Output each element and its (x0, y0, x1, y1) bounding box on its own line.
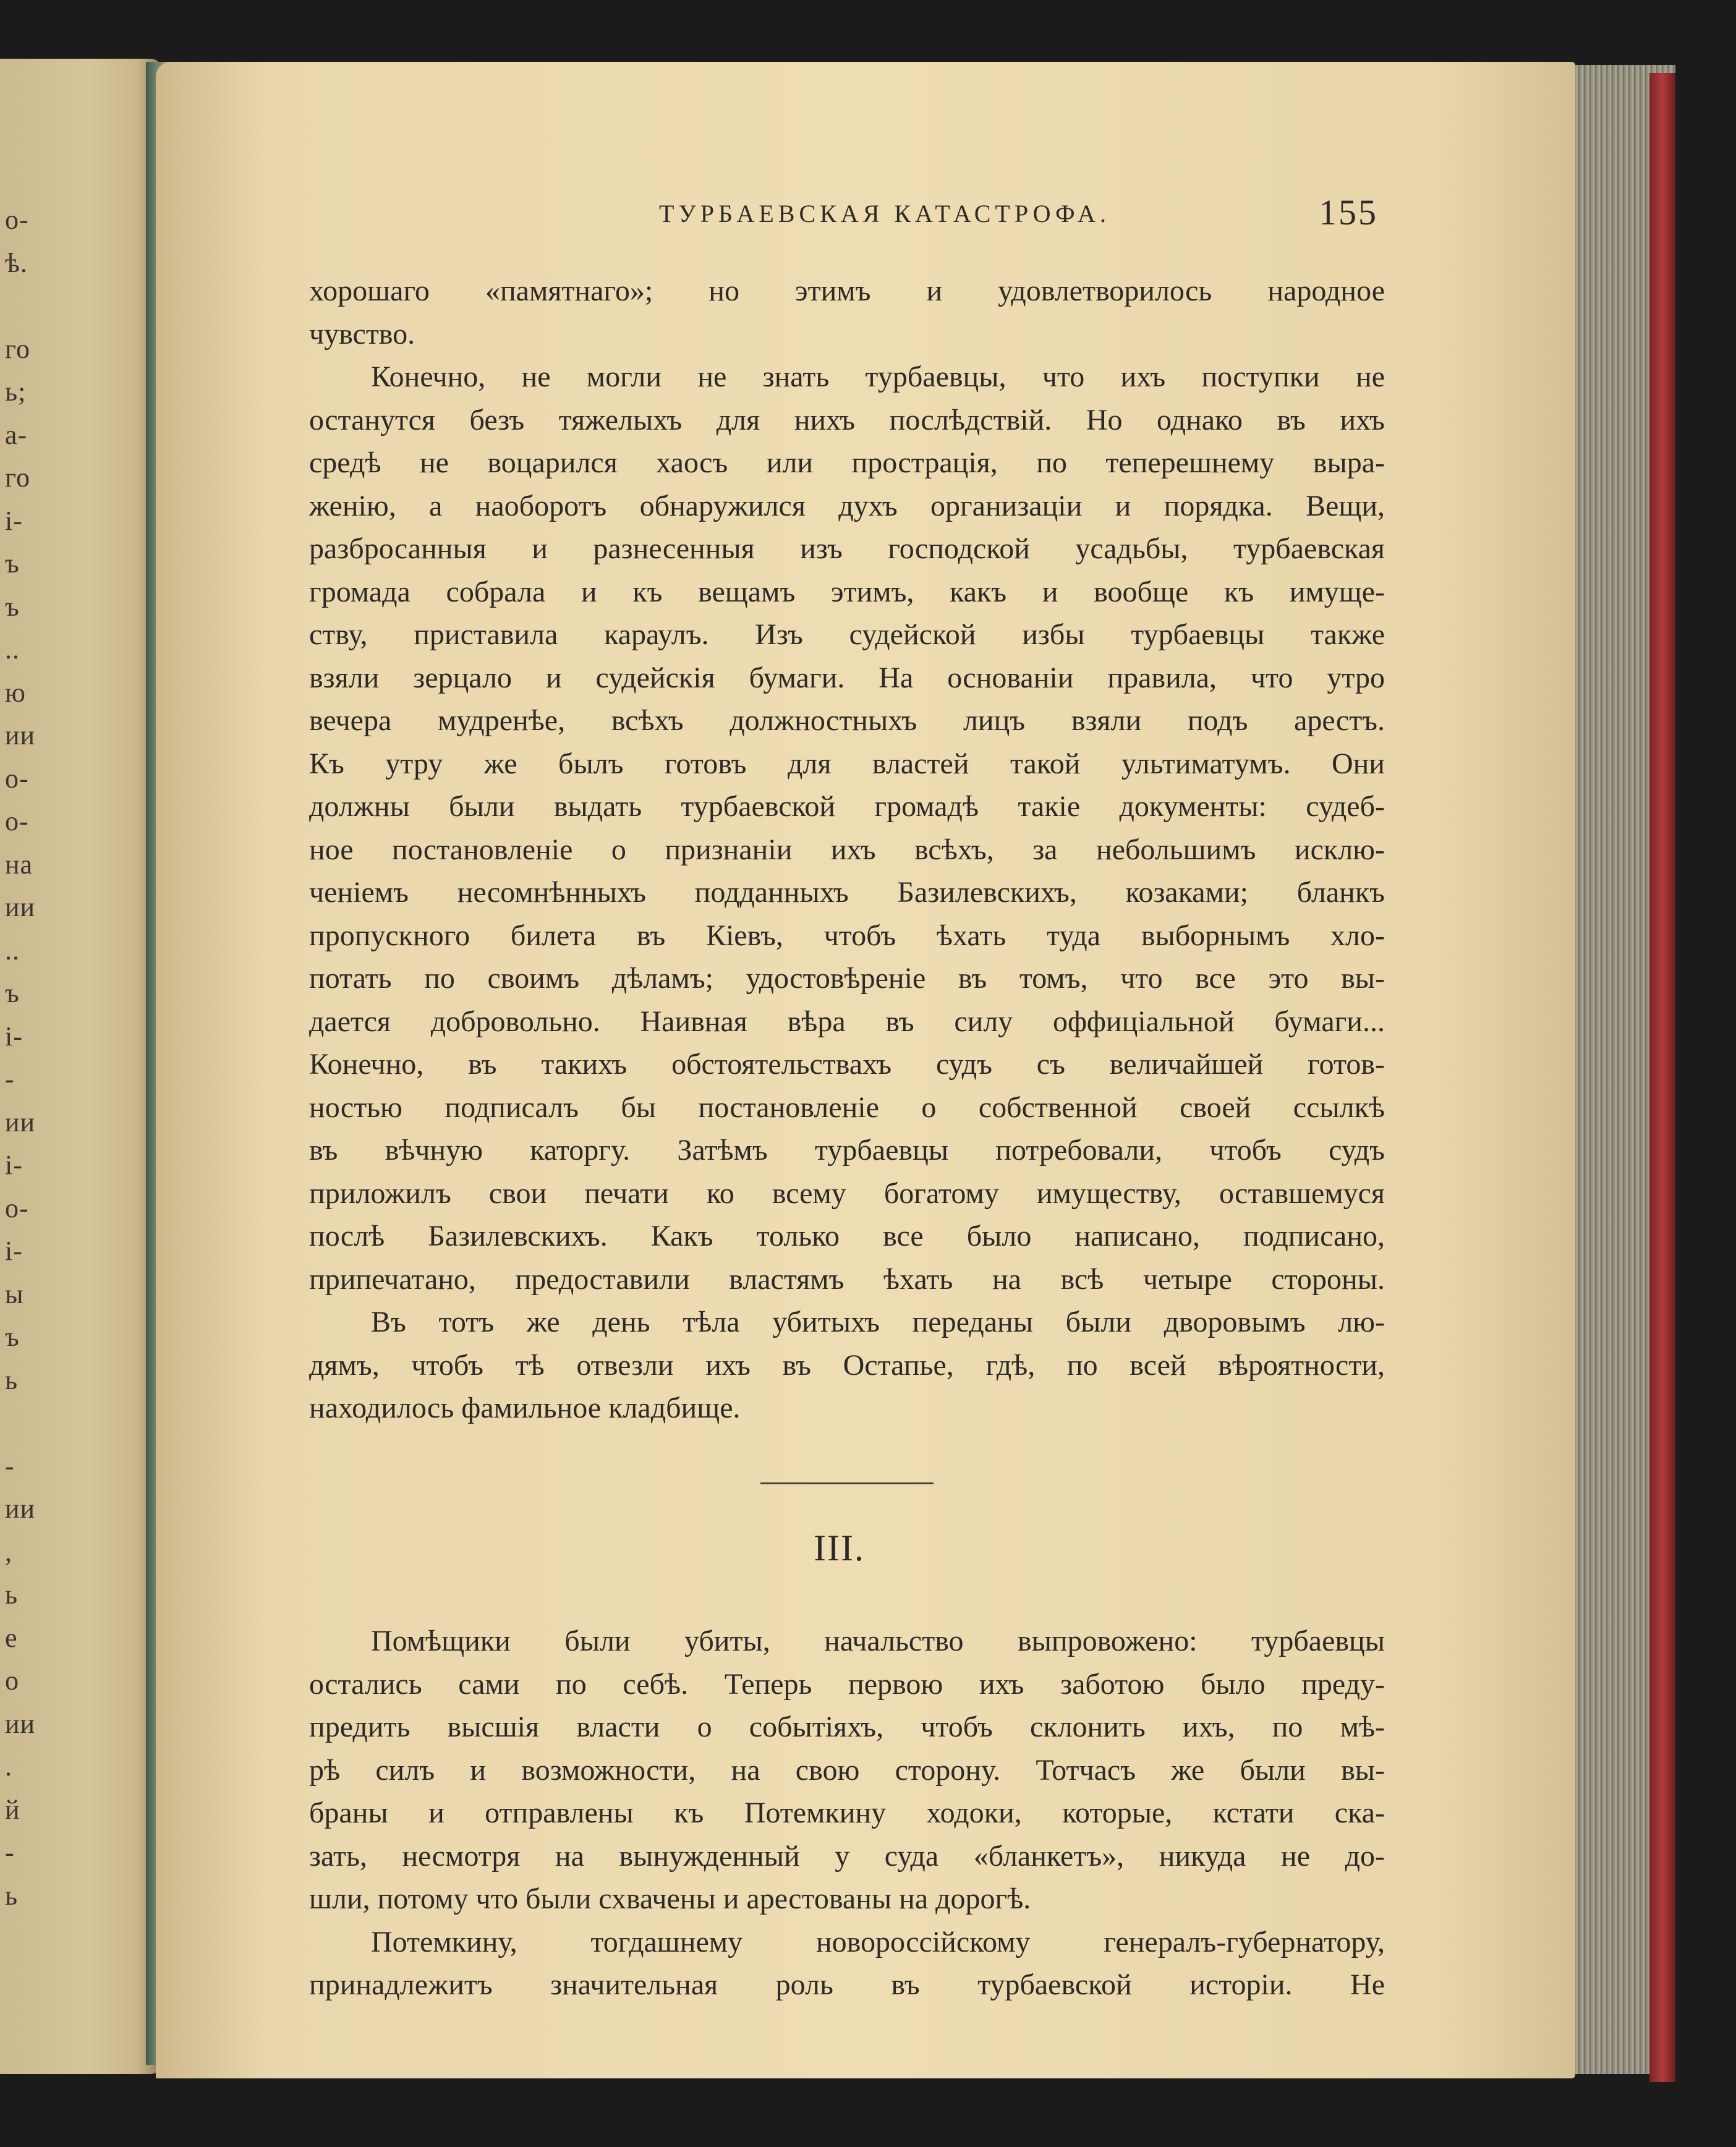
left-margin-fragment: ъ (5, 978, 20, 1008)
text-line: приложилъ свои печати ко всему богатому имуществу, оставшемуся (309, 1176, 1385, 1210)
text-line: ству, приставила караулъ. Изъ судейской избы турбаевцы также (309, 618, 1385, 651)
left-margin-fragment: о- (5, 806, 29, 836)
text-line: ченіемъ несомнѣнныхъ подданныхъ Базилевскихъ, козаками; бланкъ (309, 876, 1385, 909)
text-line: дямъ, чтобъ тѣ отвезли ихъ въ Остапье, гдѣ, по всей вѣроятности, (309, 1348, 1385, 1382)
text-line: должны были выдать турбаевской громадѣ такіе документы: судеб- (309, 790, 1385, 823)
text-line: принадлежитъ значительная роль въ турбаевской исторіи. Не (309, 1968, 1385, 2001)
text-line: Въ тотъ же день тѣла убитыхъ переданы были дворовымъ лю- (371, 1306, 1385, 1338)
text-line: въ вѣчную каторгу. Затѣмъ турбаевцы потребовали, чтобъ судъ (309, 1134, 1385, 1167)
left-margin-fragment: і- (5, 505, 23, 536)
text-line: Конечно, въ такихъ обстоятельствахъ судъ съ величайшей готов- (309, 1048, 1385, 1081)
text-line: припечатано, предоставили властямъ ѣхать на всѣ четыре стороны. (309, 1262, 1385, 1296)
text-line: останутся безъ тяжелыхъ для нихъ послѣдствій. Но однако въ ихъ (309, 403, 1385, 436)
left-margin-fragment: і- (5, 1150, 23, 1180)
left-margin-fragment: ии (5, 892, 36, 922)
text-line: Къ утру же былъ готовъ для властей такой ультиматумъ. Они (309, 747, 1385, 780)
left-margin-fragment: й (5, 1794, 20, 1825)
left-margin-fragment: . (5, 1751, 12, 1782)
left-margin-fragment: - (5, 1837, 15, 1868)
text-line: ное постановленіе о признаніи ихъ всѣхъ, за небольшимъ исклю- (309, 833, 1385, 866)
left-margin-fragment: ии (5, 1708, 36, 1739)
left-margin-fragment: і- (5, 1021, 23, 1052)
text-line: зать, несмотря на вынужденный у суда «бланкетъ», никуда не до- (309, 1839, 1385, 1873)
text-line: хорошаго «памятнаго»; но этимъ и удовлетворилось народное (309, 274, 1385, 307)
section-numeral: III. (814, 1528, 865, 1568)
text-line: громада собрала и къ вещамъ этимъ, какъ и вообще къ имуще- (309, 575, 1385, 608)
text-line: браны и отправлены къ Потемкину ходоки, которые, кстати ска- (309, 1796, 1385, 1829)
left-page (0, 59, 162, 2074)
text-line: потать по своимъ дѣламъ; удостовѣреніе въ томъ, что все это вы- (309, 962, 1385, 995)
left-margin-fragment: о- (5, 205, 29, 235)
section-separator-rule (760, 1482, 934, 1484)
left-margin-fragment: ии (5, 720, 36, 750)
left-margin-fragment: і- (5, 1236, 23, 1266)
text-line: ностью подписалъ бы постановленіе о собственной своей ссылкѣ (309, 1091, 1385, 1124)
left-margin-fragment: о- (5, 763, 29, 794)
page-number: 155 (1319, 192, 1378, 232)
left-margin-fragment: - (5, 1450, 15, 1481)
text-line: находилось фамильное кладбище. (309, 1392, 741, 1424)
running-head: ТУРБАЕВСКАЯ КАТАСТРОФА. (659, 200, 1110, 227)
text-line: остались сами по себѣ. Теперь первою ихъ заботою было преду- (309, 1667, 1385, 1701)
left-margin-fragment: ь (5, 1579, 19, 1610)
left-margin-fragment: е (5, 1622, 18, 1653)
text-line: разбросанныя и разнесенныя изъ господской усадьбы, турбаевская (309, 532, 1385, 565)
left-margin-fragment: о- (5, 1193, 29, 1223)
text-line: Помѣщики были убиты, начальство выпровожено: турбаевцы (371, 1625, 1385, 1657)
left-margin-fragment: го (5, 462, 30, 493)
left-margin-fragment: ъ (5, 591, 20, 622)
text-line: чувство. (309, 317, 415, 351)
left-margin-fragment: о (5, 1665, 19, 1696)
left-margin-fragment: , (5, 1536, 12, 1567)
text-line: послѣ Базилевскихъ. Какъ только все было написано, подписано, (309, 1220, 1385, 1252)
text-block-1 (309, 270, 1385, 1430)
left-margin-fragment: .. (5, 935, 20, 966)
text-line: Потемкину, тогдашнему новороссійскому генералъ-губернатору, (371, 1925, 1385, 1958)
left-margin-fragment: ю (5, 677, 26, 708)
left-margin-fragment: на (5, 849, 33, 880)
text-line: рѣ силъ и возможности, на свою сторону. Тотчасъ же были вы- (309, 1753, 1385, 1787)
left-margin-fragment: ии (5, 1107, 36, 1137)
text-line: предить высшія власти о событіяхъ, чтобъ склонить ихъ, по мѣ- (309, 1711, 1385, 1743)
left-margin-fragment: ии (5, 1494, 36, 1524)
left-margin-fragment: - (5, 1064, 15, 1094)
text-line: шли, потому что были схвачены и арестованы на дорогѣ. (309, 1882, 1031, 1915)
text-line: вечера мудренѣе, всѣхъ должностныхъ лицъ взяли подъ арестъ. (309, 704, 1385, 737)
left-margin-fragment: ъ (5, 548, 20, 579)
text-line: средѣ не воцарился хаосъ или прострація, по теперешнему выра- (309, 446, 1385, 479)
left-margin-fragment: а- (5, 419, 28, 450)
left-margin-fragment: ь (5, 1364, 19, 1395)
left-margin-fragment: .. (5, 634, 20, 665)
left-margin-fragment: ѣ. (5, 247, 28, 278)
text-line: Конечно, не могли не знать турбаевцы, что ихъ поступки не (371, 360, 1385, 393)
left-margin-fragment: ъ (5, 1322, 20, 1352)
text-line: женію, а наоборотъ обнаружился духъ организаціи и порядка. Вещи, (309, 489, 1385, 522)
text-line: пропускного билета въ Кіевъ, чтобъ ѣхать туда выборнымъ хло- (309, 919, 1385, 952)
text-line: дается добровольно. Наивная вѣра въ силу оффиціальной бумаги... (309, 1005, 1385, 1038)
text-line: взяли зерцало и судейскія бумаги. На основаніи правила, что утро (309, 661, 1385, 694)
left-margin-fragment: ы (5, 1278, 24, 1309)
red-cover-edge (1649, 73, 1675, 2082)
left-margin-fragment: го (5, 333, 30, 364)
left-margin-fragment: ь; (5, 376, 27, 407)
left-margin-fragment: ь (5, 1880, 19, 1911)
text-block-2 (309, 1620, 1385, 2007)
